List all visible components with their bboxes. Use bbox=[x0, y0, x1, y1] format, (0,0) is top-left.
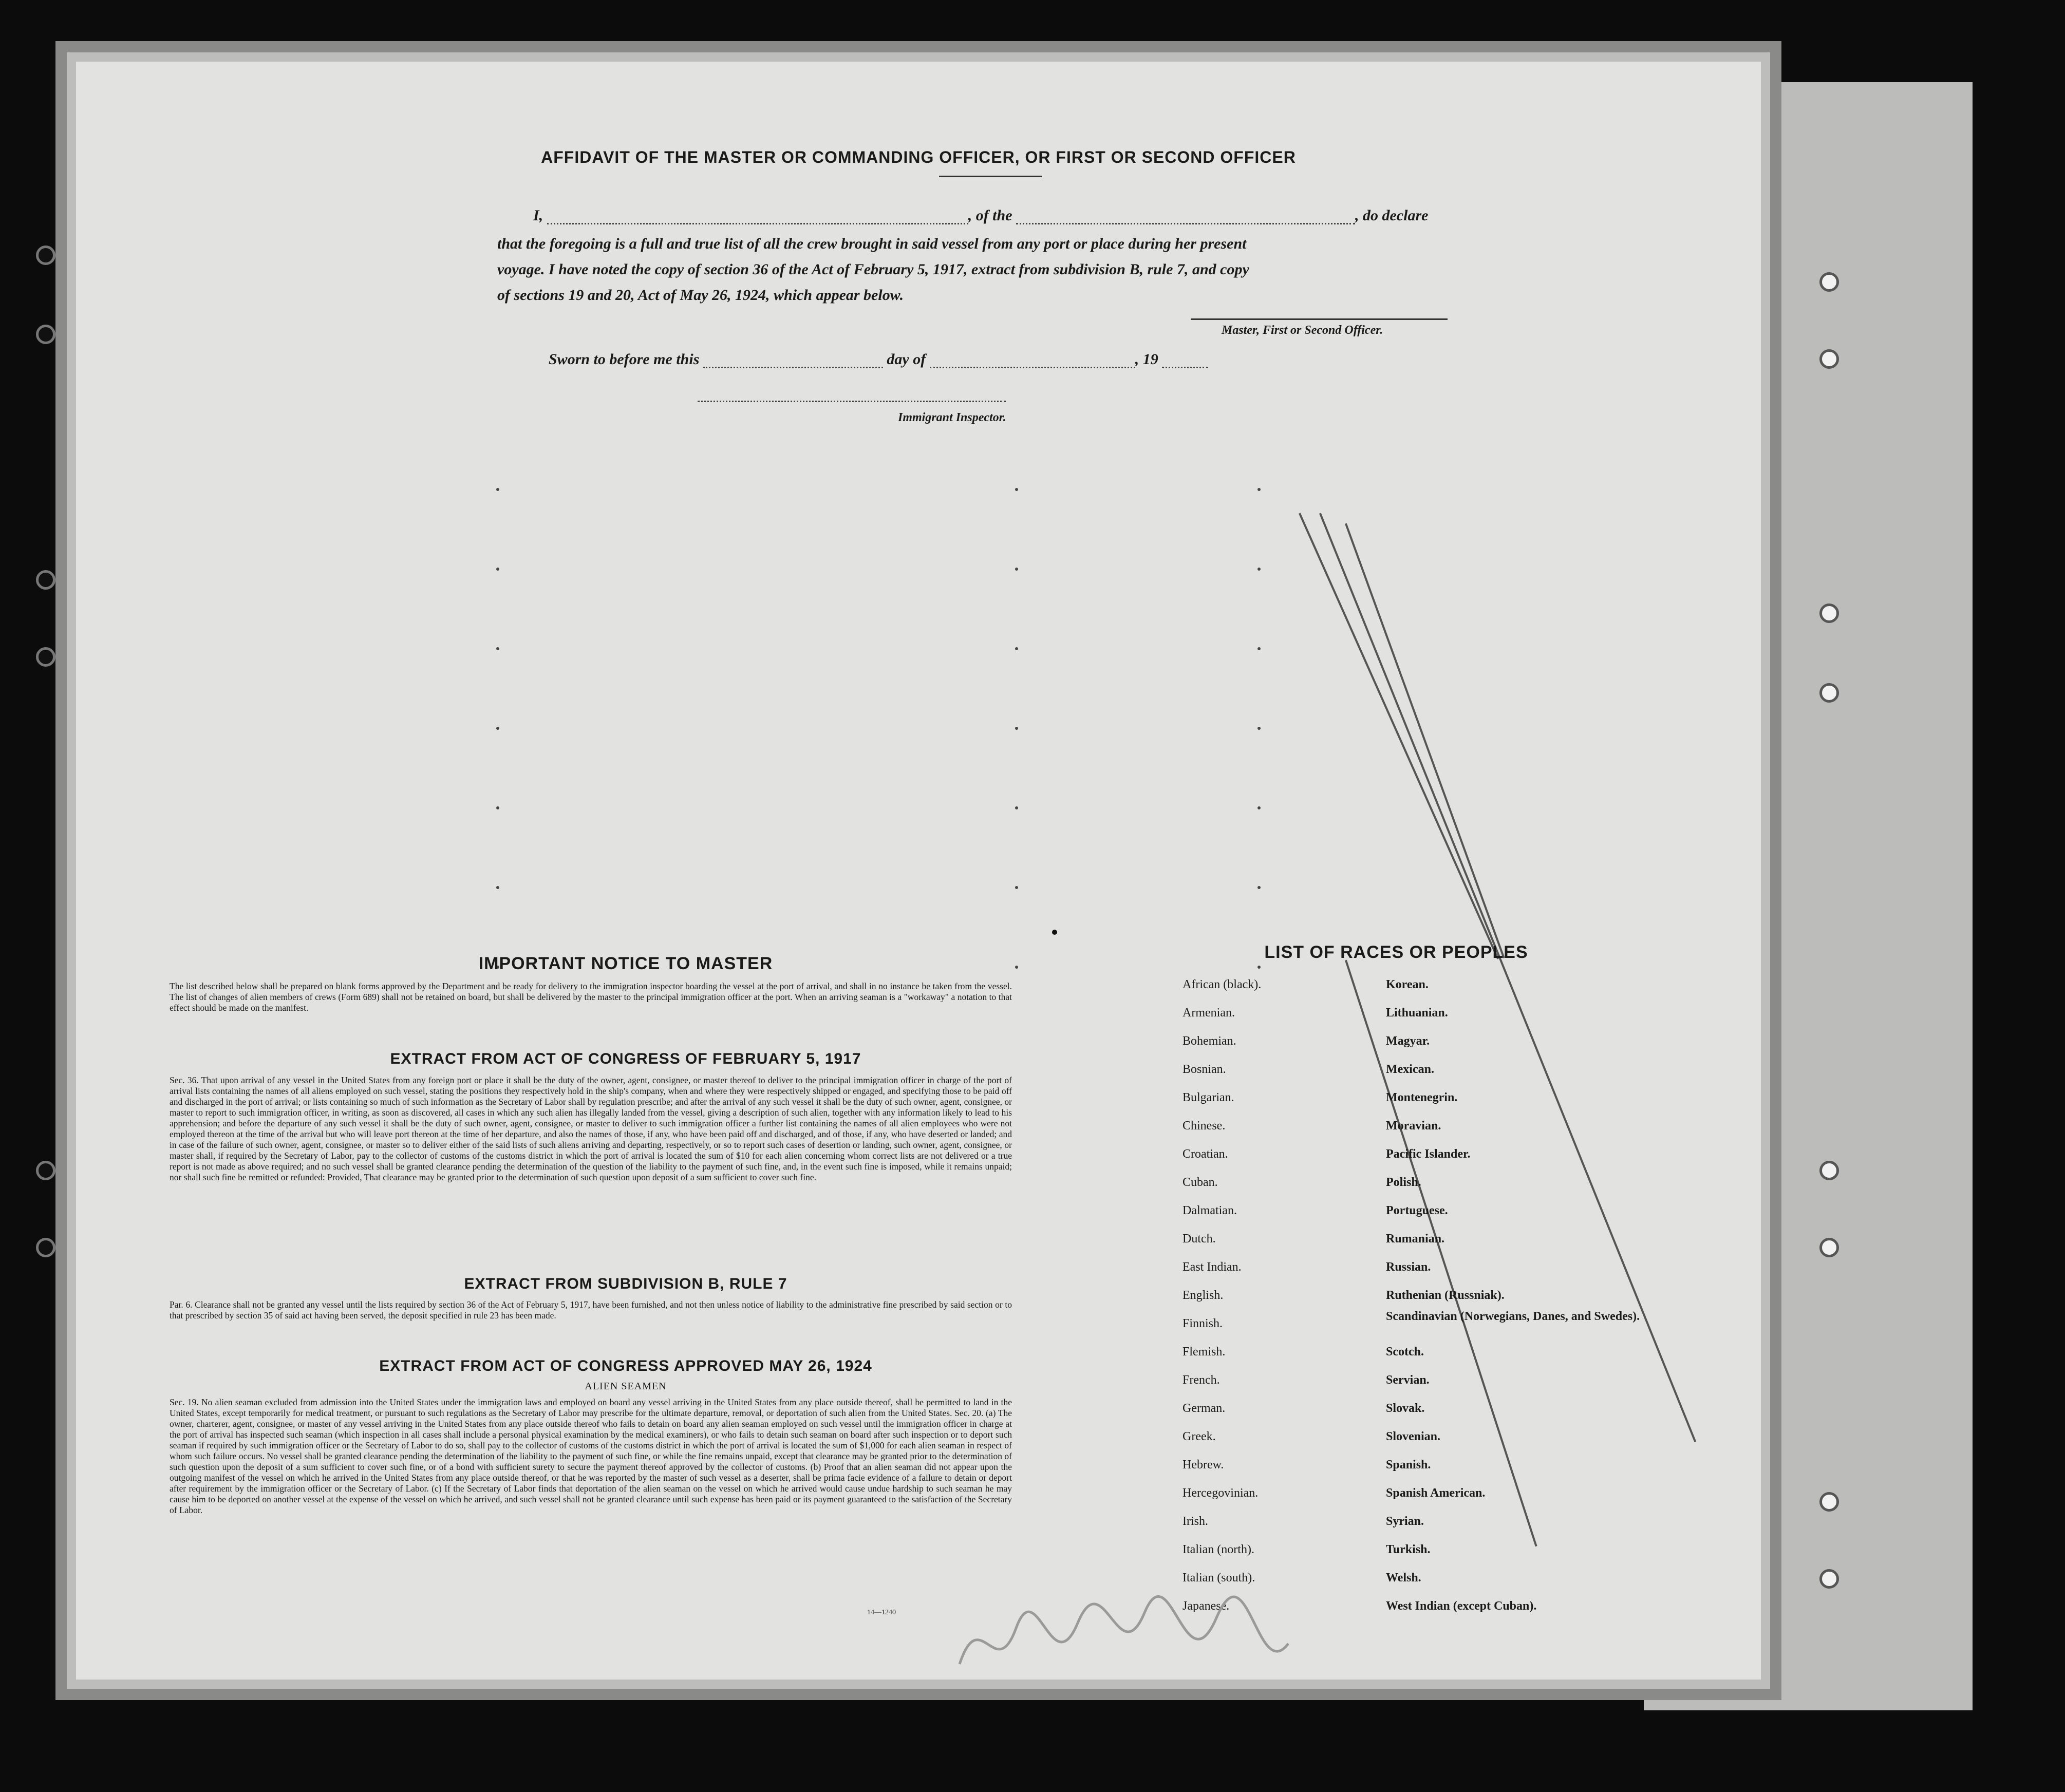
race-item: Hercegovinian. bbox=[1182, 1486, 1259, 1500]
affidavit-i: I, bbox=[533, 207, 543, 224]
race-item: Slovenian. bbox=[1386, 1430, 1441, 1443]
extract-1917-body: Sec. 36. That upon arrival of any vessel in the United States from any foreign port or place it shall be the duty of the owner, agent, consignee, or master thereof to deliver to the principal immigration officer in charge of the port of arrival lists containing the names of all aliens employed on such vessel, stating the positions they respectively hold in the ship's company, when and where they were respectively shipped or engaged, and specifying those to be paid off and discharged in the port of arrival; or lists containing so much of such information as the Secretary of Labor shall by regulation prescribe; and after the arrival of any such vessel it shall be the duty of such owner, agent, consignee, or master to report to such immigration officer, in writing, as soon as discovered, all cases in which any such alien has illegally landed from the vessel, giving a description of such alien, together with any information likely to lead to his apprehension; and before the departure of any such vessel it shall be the duty of such owner, agent, consignee, or master to deliver to such immigration officer a further list containing the names of all alien employees who were not employed thereon at the time of the arrival but who will leave port thereon at the time of her departure, and also the names of those, if any, who have been paid off and discharged, and of those, if any, who have deserted or landed; and in case of the failure of such owner, agent, consignee, or master so to deliver either of the said lists of such aliens arriving and departing, respectively, or so to report such cases of desertion or landing, such owner, agent, consignee, or master shall, if required by the Secretary of Labor, pay to the collector of customs of the customs district in which the port of arrival is located the sum of $10 for each alien concerning whom correct lists are not delivered or a true report is not made as above required; and no such vessel shall be granted clearance pending the determination of the question of the liability to the payment of such fine, and, in the event such fine is imposed, while it remains unpaid; nor shall such fine be remitted or refunded: Provided, That clearance may be granted prior to the determination of such question upon deposit of a sum sufficient to cover such fine. bbox=[170, 1075, 1012, 1182]
race-item: West Indian (except Cuban). bbox=[1386, 1599, 1537, 1613]
affidavit-title: AFFIDAVIT OF THE MASTER OR COMMANDING OFFICER, OR FIRST OR SECOND OFFICER bbox=[541, 148, 1296, 166]
extract-rule7-body: Par. 6. Clearance shall not be granted any vessel until the lists required by section 36 of the Act of February 5, 1917, have been furnished, and not then unless notice of liability to the administrative fine prescribed by said section or to that prescribed by section 35 of said act having been served, the deposit specified in rule 23 has been made. bbox=[170, 1299, 1012, 1321]
race-item: Magyar. bbox=[1386, 1034, 1430, 1048]
master-signature-label: Master, First or Second Officer. bbox=[1222, 324, 1383, 337]
sworn-year-prefix: , 19 bbox=[1135, 351, 1158, 368]
extract-1924-body: Sec. 19. No alien seaman excluded from admission into the United States under the immigration laws and employed on board any vessel arriving in the United States from any place outside thereof, shall be permitted to land in the United States, except temporarily for medical treatment, or pursuant to such regulations as the Secretary of Labor may prescribe for the ultimate departure, removal, or deportation of such alien from the United States. Sec. 20. (a) The owner, charterer, agent, consignee, or master of any vessel arriving in the United States from any place outside thereof who fails to detain on board any alien seaman employed on such vessel until the immigration officer in charge at the port of arrival has inspected such seaman (which inspection in all cases shall include a personal physical examination by the medical examiners), or who fails to detain such seaman on board after such inspection or to deport such seaman if required by such immigration officer or the Secretary of Labor to do so, shall pay to the collector of customs of the customs district in which the port of arrival is located the sum of $1,000 for each alien seaman in respect of whom such failure occurs. No vessel shall be granted clearance pending the determination of the liability to the payment of such fine, or while the fine remains unpaid, except that clearance may be granted prior to the determination of such question upon the deposit of a sum sufficient to cover such fine, or of a bond with sufficient surety to secure the payment thereof approved by the collector of customs. (b) Proof that an alien seaman did not appear upon the outgoing manifest of the vessel on which he arrived in the United States from any place outside thereof, or that he was reported by the master of such vessel as a deserter, shall be prima facie evidence of a failure to detain or deport after requirement by the immigration officer or the Secretary of Labor. (c) If the Secretary of Labor finds that deportation of the alien seaman on the vessel on which he arrived would cause undue hardship to such seaman he may cause him to be deported on another vessel at the expense of the vessel on which he arrived, and such vessel shall not be granted clearance until such expense has been paid or its payment guaranteed to the satisfaction of the Secretary of Labor. bbox=[170, 1397, 1012, 1515]
race-item: Rumanian. bbox=[1386, 1232, 1445, 1246]
binder-hole bbox=[36, 1238, 55, 1257]
race-item: Armenian. bbox=[1182, 1006, 1235, 1020]
sworn-day-of: day of bbox=[887, 351, 926, 368]
race-item: Cuban. bbox=[1182, 1176, 1218, 1189]
race-item: Slovak. bbox=[1386, 1402, 1425, 1415]
affidavit-of-the: , of the bbox=[968, 207, 1012, 224]
affidavit-line3: voyage. I have noted the copy of section 36 of the Act of February 5, 1917, extract from subdivision B, rule 7, and copy bbox=[497, 261, 1249, 278]
race-item: Portuguese. bbox=[1386, 1204, 1448, 1217]
race-item: German. bbox=[1182, 1402, 1226, 1415]
notice-title: IMPORTANT NOTICE TO MASTER bbox=[478, 954, 773, 973]
binder-hole bbox=[1819, 683, 1839, 703]
extract-1924-subtitle: ALIEN SEAMEN bbox=[585, 1381, 667, 1392]
affidavit-declare: , do declare bbox=[1355, 207, 1429, 224]
race-item: Servian. bbox=[1386, 1373, 1430, 1387]
form-number: 14—1240 bbox=[867, 1609, 896, 1616]
binder-hole bbox=[1819, 1492, 1839, 1512]
race-item: Mexican. bbox=[1386, 1063, 1434, 1076]
race-item: Italian (north). bbox=[1182, 1543, 1254, 1556]
race-item: Moravian. bbox=[1386, 1119, 1441, 1133]
sworn-text: Sworn to before me this bbox=[549, 351, 700, 368]
race-item: East Indian. bbox=[1182, 1260, 1242, 1274]
race-item: Syrian. bbox=[1386, 1515, 1424, 1528]
race-item: Spanish. bbox=[1386, 1458, 1431, 1472]
race-item: Dutch. bbox=[1182, 1232, 1216, 1246]
notice-body: The list described below shall be prepared on blank forms approved by the Department and be ready for delivery to the immigration inspector boarding the vessel at the port of arrival, and shall in no instance be taken from the vessel. The list of changes of alien members of crews (Form 689) shall not be retained on board, but shall be delivered by the master to the principal immigration officer at the port. When an arriving seaman is a "workaway" a notation to that effect should be made on the manifest. bbox=[170, 981, 1012, 1013]
race-item: Montenegrin. bbox=[1386, 1091, 1458, 1104]
race-item: French. bbox=[1182, 1373, 1220, 1387]
binder-hole bbox=[36, 325, 55, 344]
race-item: Greek. bbox=[1182, 1430, 1216, 1443]
races-left-column bbox=[1182, 971, 1398, 1620]
race-item: Scandinavian (Norwegians, Danes, and Swedes). bbox=[1386, 1310, 1640, 1323]
race-item: Irish. bbox=[1182, 1515, 1208, 1528]
binder-hole bbox=[1819, 272, 1839, 292]
race-item: Lithuanian. bbox=[1386, 1006, 1448, 1020]
race-item: Korean. bbox=[1386, 978, 1429, 991]
races-title: LIST OF RACES OR PEOPLES bbox=[1264, 942, 1528, 962]
race-item: Ruthenian (Russniak). bbox=[1386, 1289, 1505, 1302]
binder-hole bbox=[36, 1161, 55, 1180]
race-item: Hebrew. bbox=[1182, 1458, 1224, 1472]
race-item: Croatian. bbox=[1182, 1147, 1228, 1161]
race-item: Turkish. bbox=[1386, 1543, 1431, 1556]
race-item: Polish. bbox=[1386, 1176, 1421, 1189]
affidavit-line2: that the foregoing is a full and true list of all the crew brought in said vessel from any port or place during her present bbox=[497, 235, 1247, 252]
race-item: Pacific Islander. bbox=[1386, 1147, 1471, 1161]
race-item: Scotch. bbox=[1386, 1345, 1424, 1359]
binder-hole bbox=[1819, 349, 1839, 369]
binder-hole bbox=[36, 246, 55, 265]
race-item: Dalmatian. bbox=[1182, 1204, 1237, 1217]
race-item: Finnish. bbox=[1182, 1317, 1223, 1330]
race-item: African (black). bbox=[1182, 978, 1262, 991]
binder-hole bbox=[1819, 603, 1839, 623]
extract-1917-title: EXTRACT FROM ACT OF CONGRESS OF FEBRUARY 5, 1917 bbox=[390, 1050, 861, 1067]
race-item: Bosnian. bbox=[1182, 1063, 1226, 1076]
binder-hole bbox=[36, 570, 55, 590]
pencil-scrawl bbox=[949, 1582, 1309, 1715]
extract-rule7-title: EXTRACT FROM SUBDIVISION B, RULE 7 bbox=[464, 1275, 787, 1292]
extract-1924-title: EXTRACT FROM ACT OF CONGRESS APPROVED MAY 26, 1924 bbox=[379, 1357, 872, 1374]
race-item: Spanish American. bbox=[1386, 1486, 1486, 1500]
form-page bbox=[76, 62, 1761, 1680]
race-item: English. bbox=[1182, 1289, 1224, 1302]
race-item: Bohemian. bbox=[1182, 1034, 1236, 1048]
affidavit-line4: of sections 19 and 20, Act of May 26, 1924, which appear below. bbox=[497, 287, 904, 304]
binder-hole bbox=[36, 647, 55, 667]
race-item: Italian (south). bbox=[1182, 1571, 1255, 1584]
race-item: Russian. bbox=[1386, 1260, 1431, 1274]
binder-hole bbox=[1819, 1161, 1839, 1180]
race-item: Chinese. bbox=[1182, 1119, 1226, 1133]
race-item: Japanese. bbox=[1182, 1599, 1230, 1613]
binder-hole bbox=[1819, 1238, 1839, 1257]
races-right-column bbox=[1386, 971, 1674, 1620]
race-item: Bulgarian. bbox=[1182, 1091, 1234, 1104]
binder-hole bbox=[1819, 1569, 1839, 1589]
inspector-signature-label: Immigrant Inspector. bbox=[898, 411, 1006, 424]
race-item: Flemish. bbox=[1182, 1345, 1226, 1359]
race-item: Welsh. bbox=[1386, 1571, 1421, 1584]
